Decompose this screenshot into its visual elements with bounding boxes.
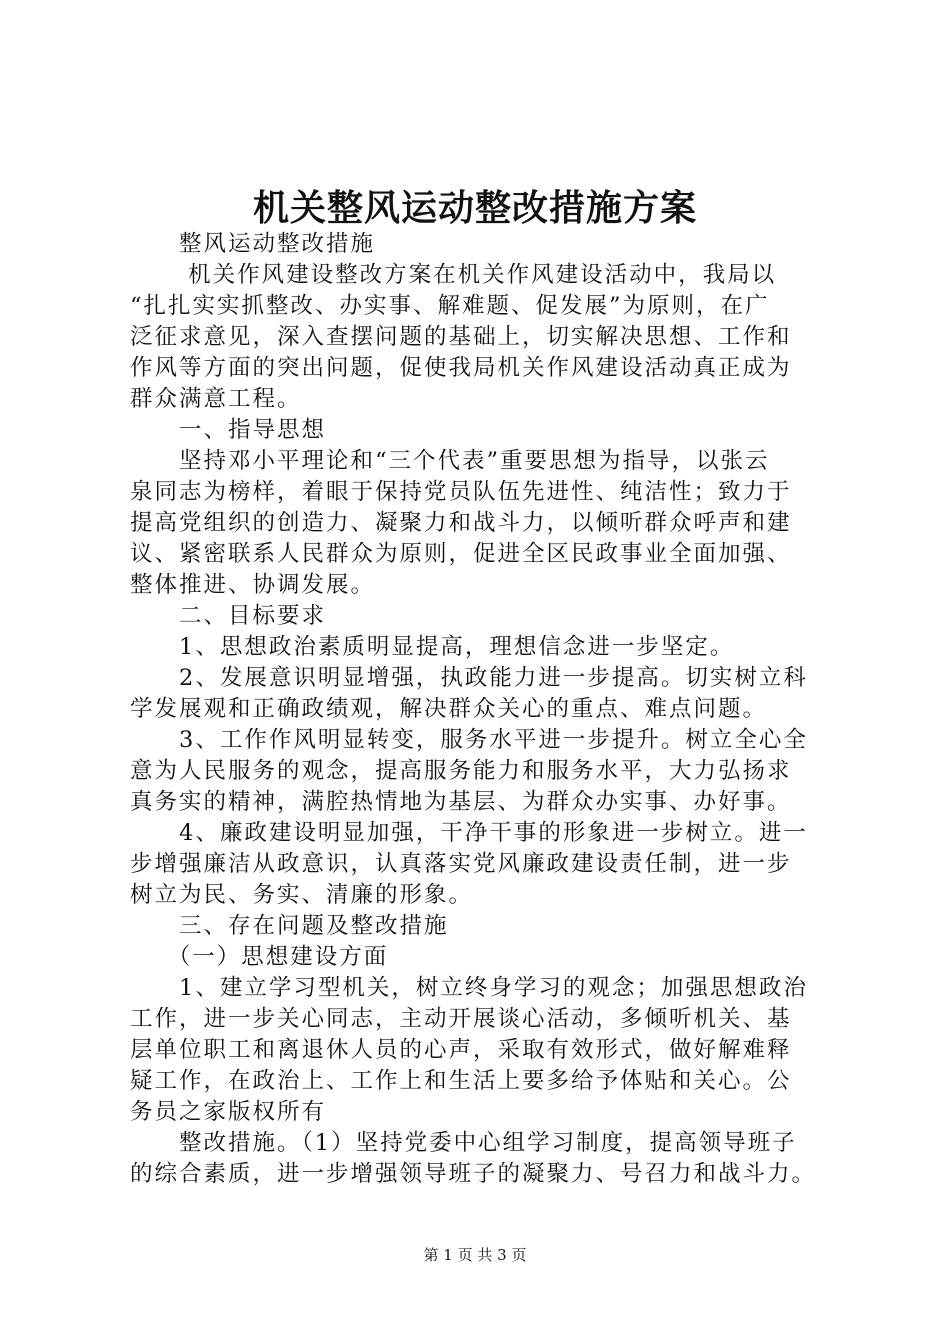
text-line: 工作，进一步关心同志，主动开展谈心活动，多倾听机关、基 xyxy=(130,1006,792,1032)
document-body xyxy=(130,229,842,1190)
text-line: 议、紧密联系人民群众为原则，促进全区民政事业全面加强、 xyxy=(130,541,792,567)
text-line: 层单位职工和离退休人员的心声，采取有效形式，做好解难释 xyxy=(130,1037,792,1063)
text-line: 疑工作，在政治上、工作上和生活上要多给予体贴和关心。公 xyxy=(130,1068,792,1094)
text-line: 3、工作作风明显转变，服务水平进一步提升。树立全心全 xyxy=(130,727,808,753)
section-heading: 二、目标要求 xyxy=(130,603,327,629)
text-line: 2、发展意识明显增强，执政能力进一步提高。切实树立科 xyxy=(130,665,808,691)
text-line: 4、廉政建设明显加强，干净干事的形象进一步树立。进一 xyxy=(130,820,808,846)
text-line: 1、建立学习型机关，树立终身学习的观念；加强思想政治 xyxy=(130,975,808,1001)
text-line: 作风等方面的突出问题，促使我局机关作风建设活动真正成为 xyxy=(130,355,792,381)
text-line: 提高党组织的创造力、凝聚力和战斗力，以倾听群众呼声和建 xyxy=(130,510,792,536)
text-line: 坚持邓小平理论和“三个代表”重要思想为指导，以张云 xyxy=(130,448,770,474)
page-number: 第 1 页 共 3 页 xyxy=(423,1246,527,1264)
text-line: 群众满意工程。 xyxy=(130,386,302,412)
section-heading: 三、存在问题及整改措施 xyxy=(130,913,449,939)
text-line: 泛征求意见，深入查摆问题的基础上，切实解决思想、工作和 xyxy=(130,324,792,350)
text-line: 整风运动整改措施 xyxy=(130,231,376,257)
text-line: “扎扎实实抓整改、办实事、解难题、促发展”为原则，在广 xyxy=(130,293,770,319)
text-line: 机关作风建设整改方案在机关作风建设活动中，我局以 xyxy=(130,262,777,288)
text-line: 真务实的精神，满腔热情地为基层、为群众办实事、办好事。 xyxy=(130,789,792,815)
text-line: 整体推进、协调发展。 xyxy=(130,572,376,598)
text-line: 泉同志为榜样，着眼于保持党员队伍先进性、纯洁性；致力于 xyxy=(130,479,792,505)
text-line: 步增强廉洁从政意识，认真落实党风廉政建设责任制，进一步 xyxy=(130,851,792,877)
text-line: 学发展观和正确政绩观，解决群众关心的重点、难点问题。 xyxy=(130,696,768,722)
text-line: 1、思想政治素质明显提高，理想信念进一步坚定。 xyxy=(130,634,735,660)
text-line: 意为人民服务的观念，提高服务能力和服务水平，大力弘扬求 xyxy=(130,758,792,784)
text-line: 树立为民、务实、清廉的形象。 xyxy=(130,882,474,908)
text-line: 整改措施。（1）坚持党委中心组学习制度，提高领导班子 xyxy=(130,1130,797,1156)
text-line: 的综合素质，进一步增强领导班子的凝聚力、号召力和战斗力。 xyxy=(130,1161,817,1187)
document-title: 机关整风运动整改措施方案 xyxy=(252,187,697,229)
section-heading: 一、指导思想 xyxy=(130,417,327,443)
subsection-heading: （一）思想建设方面 xyxy=(130,944,389,970)
text-line: 务员之家版权所有 xyxy=(130,1099,327,1125)
